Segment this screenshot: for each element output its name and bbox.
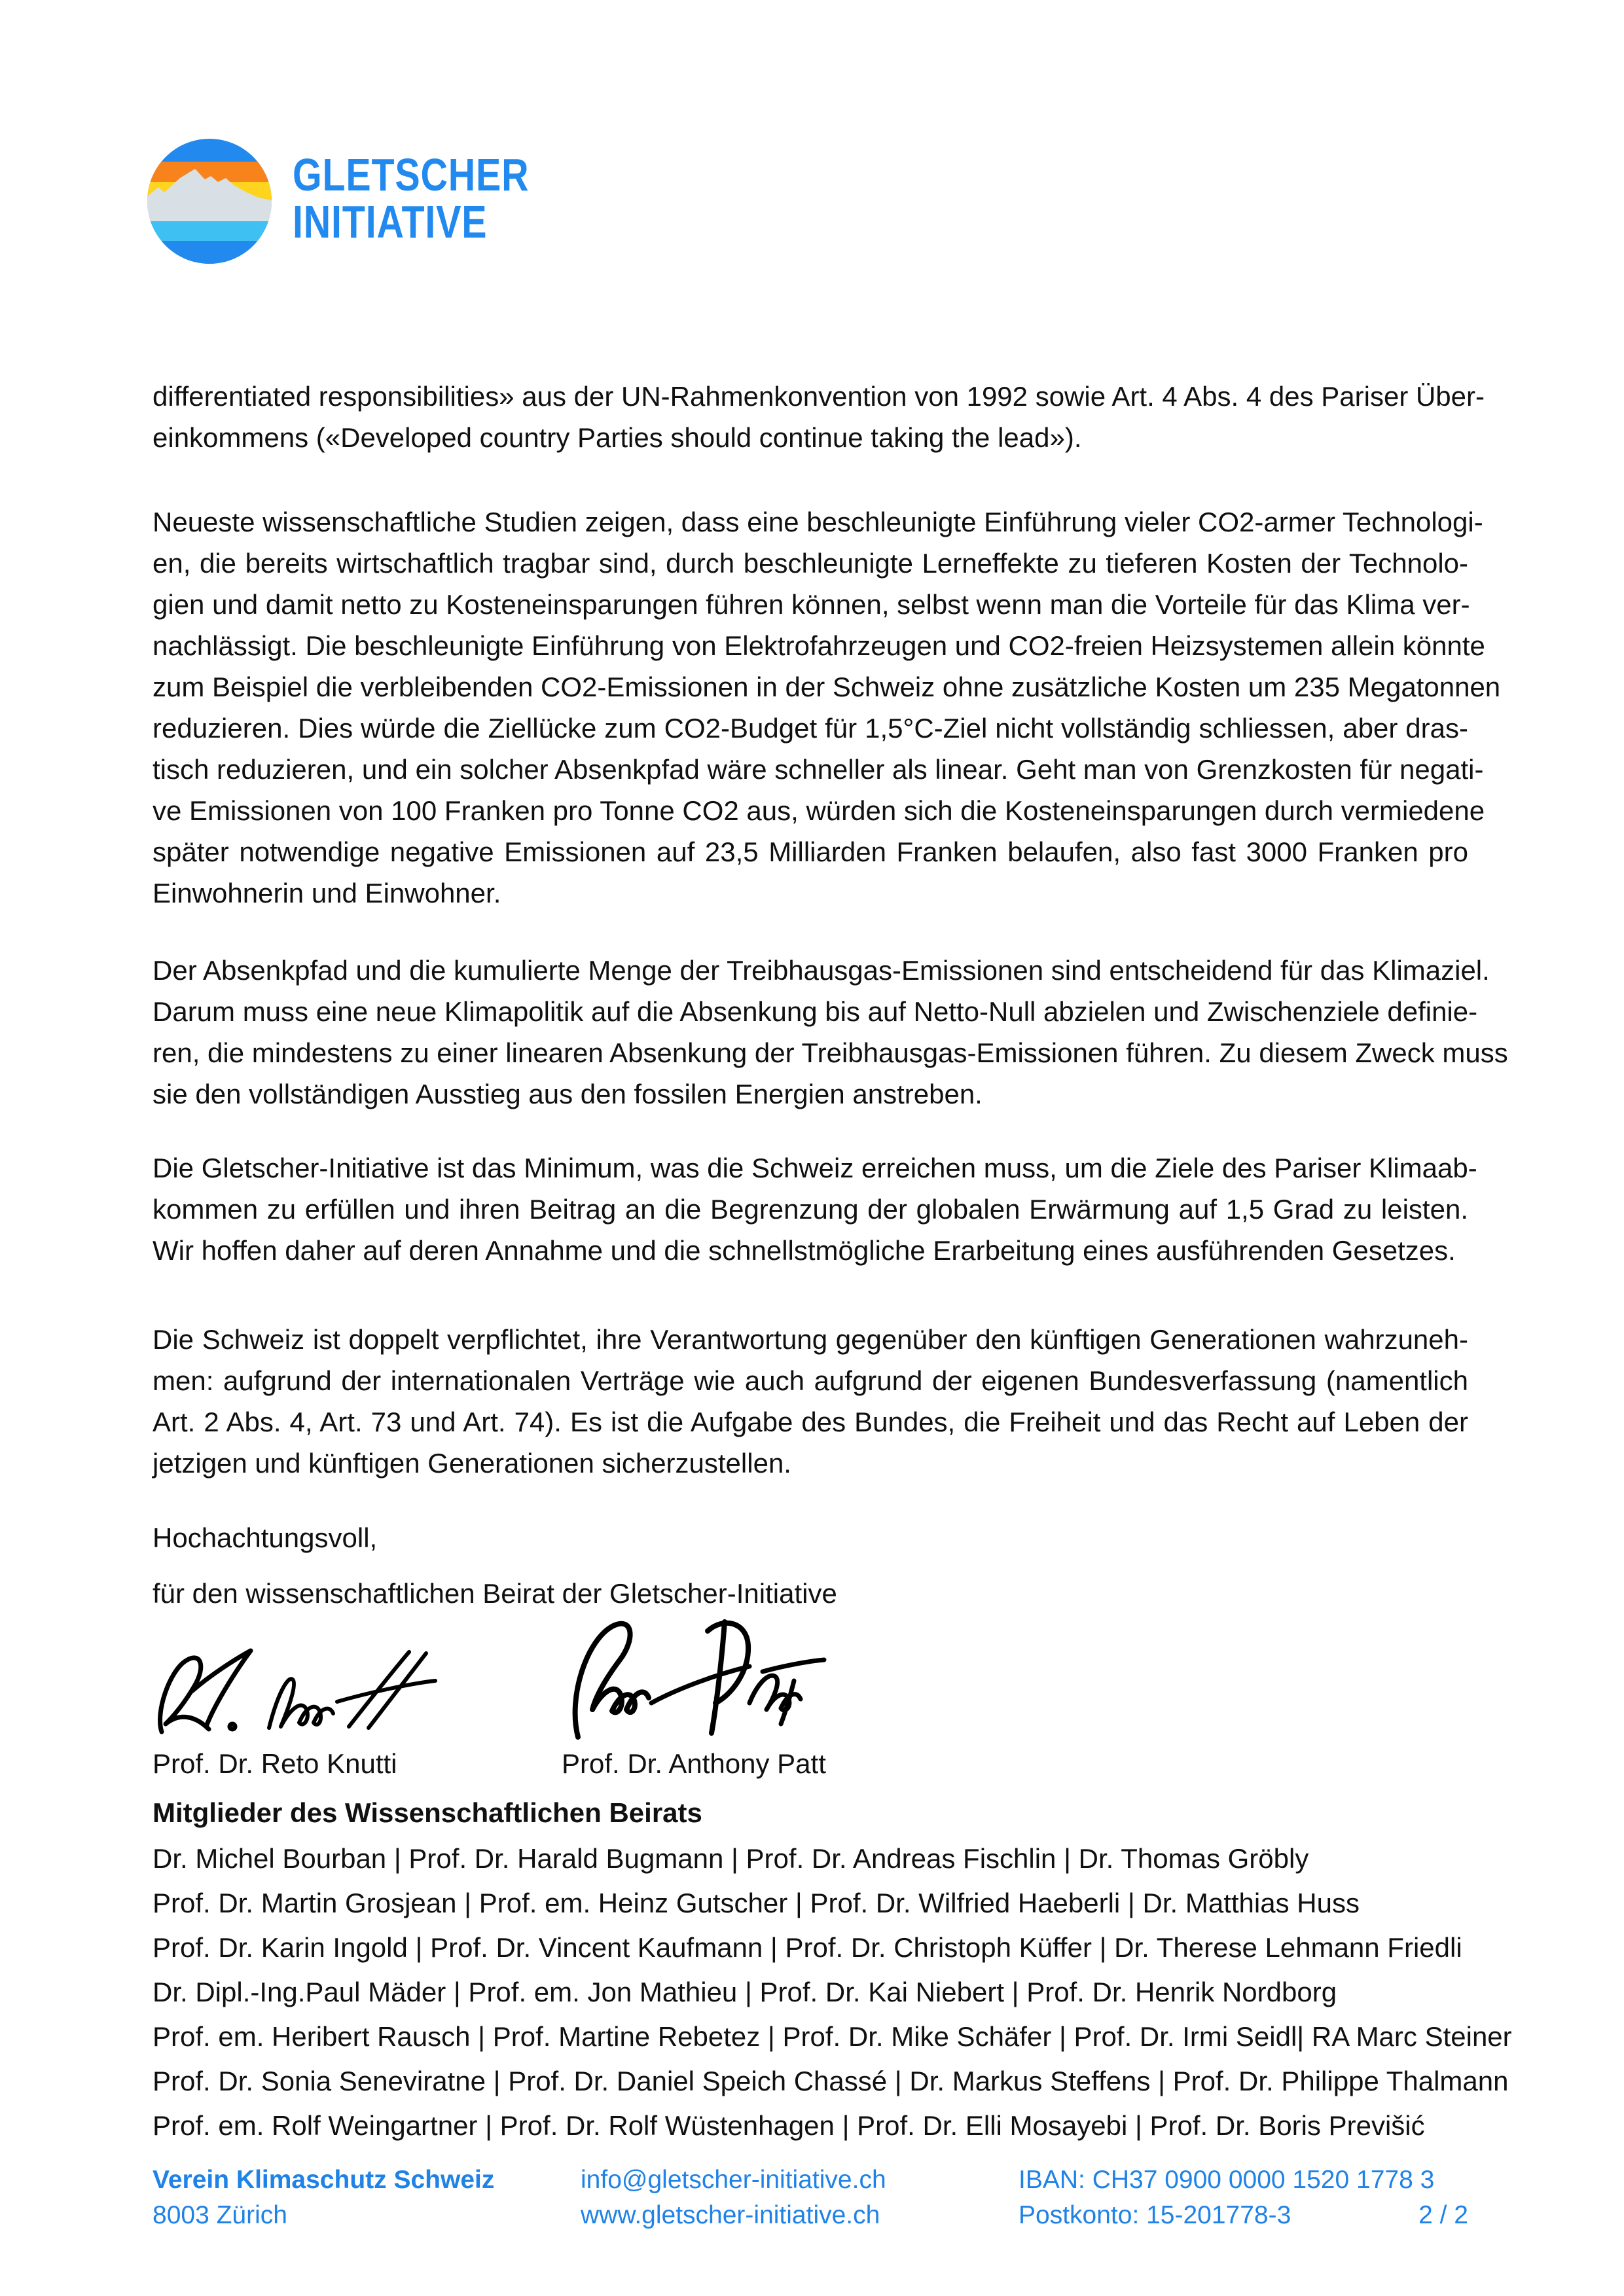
text-line: sie den vollständigen Ausstieg aus den fossilen Energien anstreben. — [153, 1079, 983, 1109]
signatory-name: Prof. Dr. Anthony Patt — [562, 1748, 826, 1779]
board-member-list — [153, 1837, 1512, 2148]
glacier-logo-icon — [147, 139, 272, 264]
signatory-name: Prof. Dr. Reto Knutti — [153, 1748, 397, 1779]
text-line: Wir hoffen daher auf deren Annahme und die schnellstmögliche Erarbeitung eines ausführenden Gesetzes. — [153, 1235, 1456, 1266]
text-line: reduzieren. Dies würde die Ziellücke zum CO2-Budget für 1,5°C-Ziel nicht vollständig schliessen, aber dras- — [153, 713, 1468, 744]
closing-salutation: Hochachtungsvoll, — [153, 1522, 378, 1553]
closing-on-behalf: für den wissenschaftlichen Beirat der Gletscher-Initiative — [153, 1578, 837, 1609]
text-line: tisch reduzieren, und ein solcher Absenkpfad wäre schneller als linear. Geht man von Grenzkosten für negati- — [153, 754, 1484, 785]
text-line: Art. 2 Abs. 4, Art. 73 und Art. 74). Es ist die Aufgabe des Bundes, die Freiheit und das Recht auf Leben der — [153, 1407, 1468, 1437]
board-member-line: Prof. em. Rolf Weingartner | Prof. Dr. Rolf Wüstenhagen | Prof. Dr. Elli Mosayebi | Prof. Dr. Boris Previšić — [153, 2110, 1425, 2141]
text-line: Die Schweiz ist doppelt verpflichtet, ihre Verantwortung gegenüber den künftigen Generationen wahrzuneh- — [153, 1324, 1468, 1355]
page-number: 2 / 2 — [1418, 2201, 1468, 2229]
text-line: kommen zu erfüllen und ihren Beitrag an die Begrenzung der globalen Erwärmung auf 1,5 Grad zu leisten. — [153, 1194, 1468, 1225]
logo — [147, 139, 272, 267]
board-member-line: Dr. Michel Bourban | Prof. Dr. Harald Bugmann | Prof. Dr. Andreas Fischlin | Dr. Thomas Gröbly — [153, 1843, 1309, 1874]
text-line: ren, die mindestens zu einer linearen Absenkung der Treibhausgas-Emissionen führen. Zu diesem Zweck muss — [153, 1037, 1508, 1068]
text-line: Einwohnerin und Einwohner. — [153, 878, 501, 908]
text-line: Darum muss eine neue Klimapolitik auf die Absenkung bis auf Netto-Null abzielen und Zwischenziele definie- — [153, 996, 1478, 1027]
signature-reto-knutti — [153, 1628, 493, 1744]
footer-org: Verein Klimaschutz Schweiz — [153, 2166, 495, 2194]
text-line: Die Gletscher-Initiative ist das Minimum, was die Schweiz erreichen muss, um die Ziele des Pariser Klimaab- — [153, 1153, 1477, 1183]
text-line: ve Emissionen von 100 Franken pro Tonne CO2 aus, würden sich die Kosteneinsparungen durch vermiedene — [153, 795, 1485, 826]
board-member-line: Prof. Dr. Martin Grosjean | Prof. em. Heinz Gutscher | Prof. Dr. Wilfried Haeberli | Dr. Matthias Huss — [153, 1888, 1360, 1918]
text-line: en, die bereits wirtschaftlich tragbar sind, durch beschleunigte Lerneffekte zu tieferen Kosten der Technolo- — [153, 548, 1468, 579]
signature-anthony-patt — [553, 1611, 841, 1749]
logo-wordmark — [293, 151, 529, 245]
text-line: Neueste wissenschaftliche Studien zeigen, dass eine beschleunigte Einführung vieler CO2-armer Technologi- — [153, 507, 1483, 537]
board-title: Mitglieder des Wissenschaftlichen Beirats — [153, 1797, 702, 1828]
footer-website-link[interactable]: www.gletscher-initiative.ch — [581, 2201, 880, 2229]
paragraph-3 — [153, 950, 1508, 1115]
text-line: gien und damit netto zu Kosteneinsparungen führen können, selbst wenn man die Vorteile für das Klima ver- — [153, 589, 1470, 620]
board-member-line: Prof. Dr. Sonia Seneviratne | Prof. Dr. Daniel Speich Chassé | Dr. Markus Steffens | Prof. Dr. Philippe Thalmann — [153, 2066, 1509, 2096]
text-line: später notwendige negative Emissionen auf 23,5 Milliarden Franken belaufen, also fast 3000 Franken pro — [153, 836, 1468, 867]
footer-iban: IBAN: CH37 0900 0000 1520 1778 3 — [1019, 2166, 1435, 2194]
logo-wordmark-line2: INITIATIVE — [293, 196, 488, 247]
paragraph-1 — [153, 376, 1485, 458]
text-line: men: aufgrund der internationalen Verträge wie auch aufgrund der eigenen Bundesverfassung (namentlich — [153, 1365, 1468, 1396]
logo-wordmark-line1: GLETSCHER — [293, 149, 530, 200]
text-line: jetzigen und künftigen Generationen sicherzustellen. — [153, 1448, 791, 1479]
board-member-line: Prof. Dr. Karin Ingold | Prof. Dr. Vincent Kaufmann | Prof. Dr. Christoph Küffer | Dr. Therese Lehmann Friedli — [153, 1932, 1462, 1963]
text-line: Der Absenkpfad und die kumulierte Menge der Treibhausgas-Emissionen sind entscheidend für das Klimaziel. — [153, 955, 1490, 986]
footer-city: 8003 Zürich — [153, 2201, 287, 2229]
paragraph-5 — [153, 1319, 1468, 1484]
footer-email-link[interactable]: info@gletscher-initiative.ch — [581, 2166, 886, 2194]
text-line: zum Beispiel die verbleibenden CO2-Emissionen in der Schweiz ohne zusätzliche Kosten um 235 Megatonnen — [153, 672, 1501, 702]
board-member-line: Prof. em. Heribert Rausch | Prof. Martine Rebetez | Prof. Dr. Mike Schäfer | Prof. Dr. Irmi Seidl| RA Marc Steiner — [153, 2021, 1512, 2052]
text-line: einkommens («Developed country Parties should continue taking the lead»). — [153, 422, 1082, 453]
text-line: nachlässigt. Die beschleunigte Einführung von Elektrofahrzeugen und CO2-freien Heizsystemen allein könnte — [153, 630, 1485, 661]
paragraph-4 — [153, 1147, 1477, 1271]
board-member-line: Dr. Dipl.-Ing.Paul Mäder | Prof. em. Jon Mathieu | Prof. Dr. Kai Niebert | Prof. Dr. Henrik Nordborg — [153, 1977, 1337, 2007]
footer-postkonto: Postkonto: 15-201778-3 — [1019, 2201, 1291, 2229]
paragraph-2 — [153, 501, 1501, 914]
text-line: differentiated responsibilities» aus der UN-Rahmenkonvention von 1992 sowie Art. 4 Abs. 4 des Pariser Über- — [153, 381, 1485, 412]
